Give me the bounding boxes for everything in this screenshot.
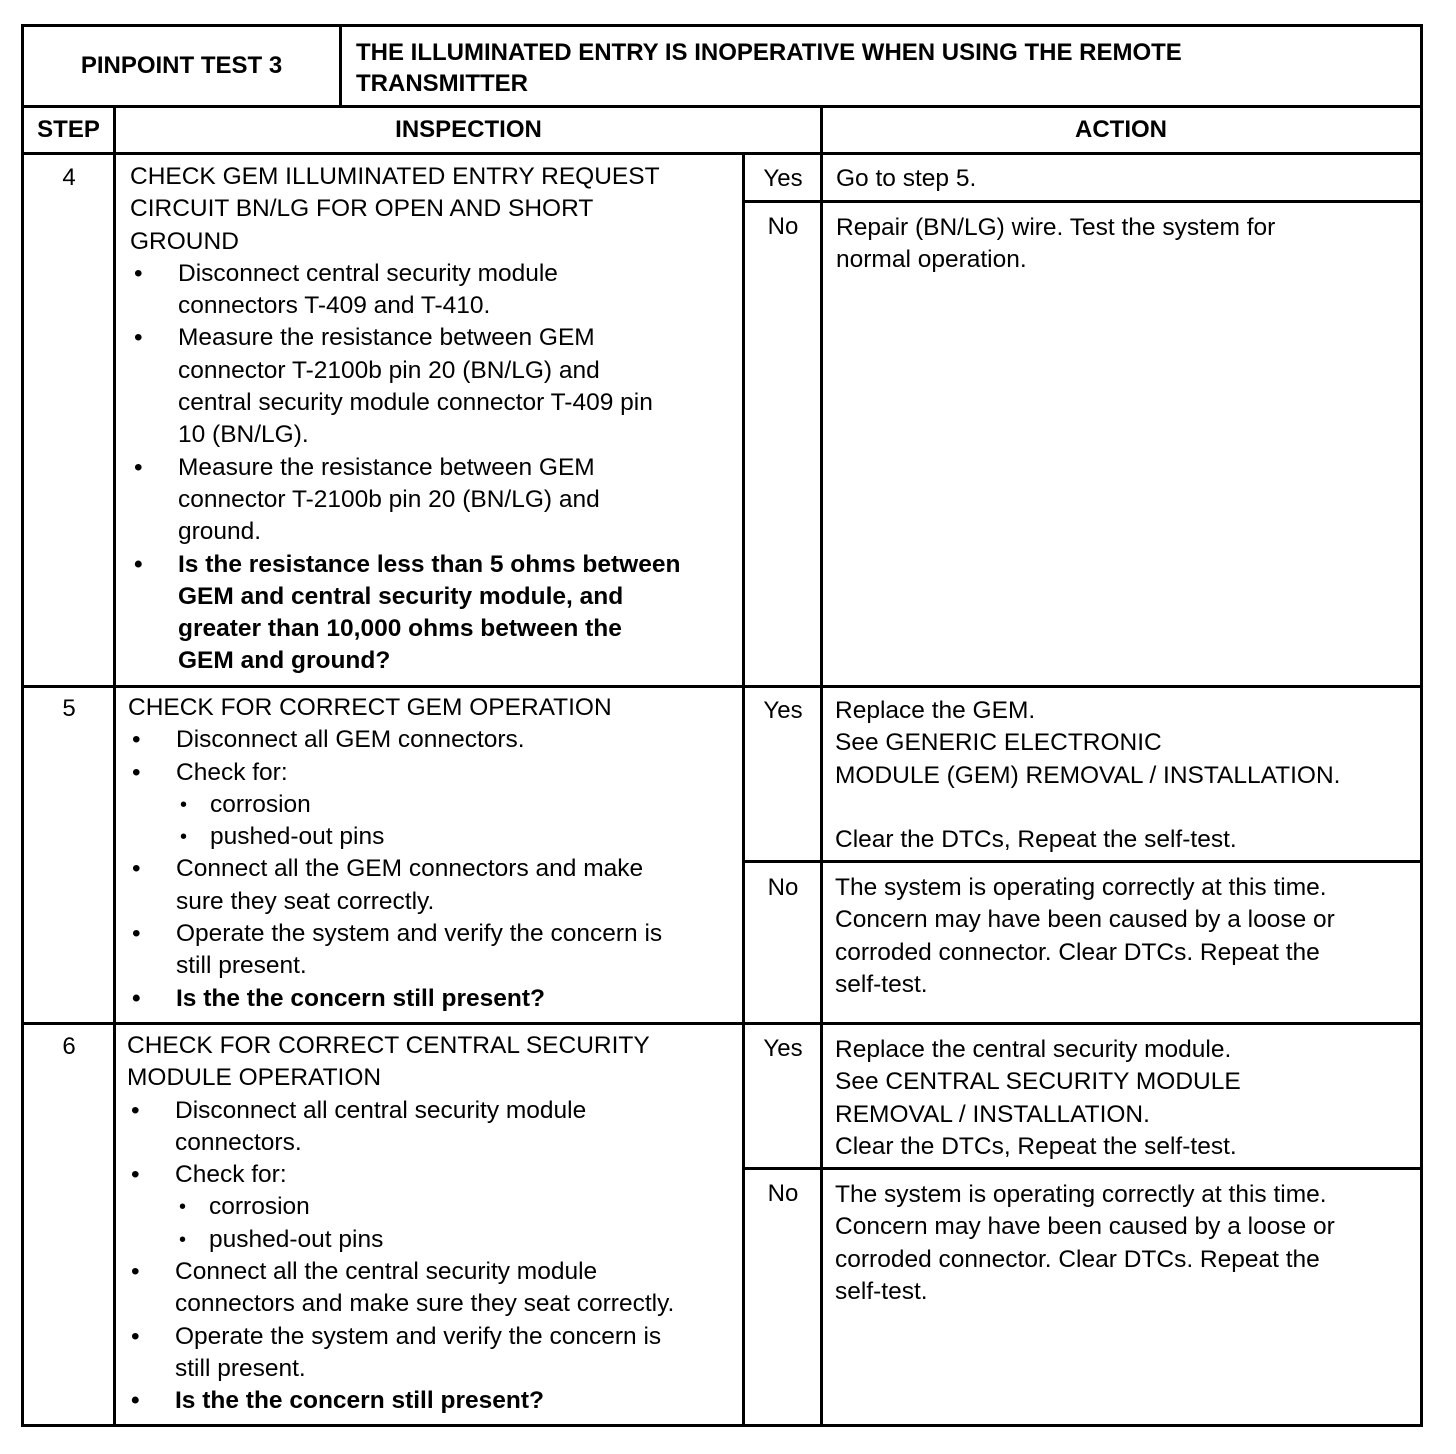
bullet-line: • Operate the system and verify the concern is: [175, 1322, 662, 1350]
inspection-sub-bullet: [127, 1224, 739, 1256]
action-line: MODULE (GEM) REMOVAL / INSTALLATION.: [835, 761, 1341, 789]
step4-yes-no-divider: [742, 200, 1420, 203]
action-line: Replace the central security module.: [835, 1036, 1232, 1063]
bullet-line: • Disconnect all GEM connectors.: [176, 726, 525, 754]
bullet-line: connector T-2100b pin 20 (BN/LG) and: [178, 485, 600, 513]
action-line: [835, 792, 1420, 824]
action-line: Replace the GEM.: [835, 697, 1036, 724]
step5-yes-no-divider: [742, 860, 1420, 863]
column-header-divider: [24, 152, 1420, 155]
sub-bullet-line: • pushed-out pins: [210, 823, 385, 851]
bullet-line: connectors and make sure they seat correctly.: [175, 1290, 675, 1318]
action-line: Concern may have been caused by a loose or: [835, 906, 1335, 934]
step-title-line: CHECK GEM ILLUMINATED ENTRY REQUEST: [130, 163, 660, 190]
bullet-line: still present.: [176, 952, 307, 980]
inspection-bullet: [127, 1159, 739, 1191]
step-title-line: CHECK FOR CORRECT GEM OPERATION: [128, 694, 612, 721]
step-number: 4: [62, 164, 76, 191]
question-line: greater than 10,000 ohms between the: [178, 615, 622, 643]
column-header-action: ACTION: [1075, 116, 1167, 143]
inspection-bullet: [130, 258, 740, 323]
bullet-line: connectors.: [175, 1128, 302, 1156]
action-line: The system is operating correctly at this time.: [835, 874, 1327, 901]
inspection-bullet: [127, 1256, 739, 1321]
sub-bullet-line: • corrosion: [210, 790, 311, 818]
step4-row-divider: [24, 685, 1420, 688]
test-label: PINPOINT TEST 3: [24, 27, 342, 105]
bullet-line: • Disconnect central security module: [178, 259, 558, 287]
bullet-line: • Check for:: [175, 1161, 287, 1189]
bullet-line: • Operate the system and verify the concern is: [176, 920, 663, 948]
bullet-line: • Disconnect all central security module: [175, 1096, 587, 1124]
step6-yes-action: [835, 1034, 1420, 1163]
pinpoint-test-table: [21, 24, 1423, 1427]
no-label: No: [767, 213, 799, 240]
inspection-bullet: [128, 918, 740, 983]
action-line: Concern may have been caused by a loose or: [835, 1213, 1335, 1241]
action-line: The system is operating correctly at this time.: [835, 1181, 1327, 1208]
step-title-line: GROUND: [130, 227, 239, 255]
step5-no-action: [835, 872, 1420, 1001]
inspection-question: [127, 1385, 739, 1417]
bullet-line: 10 (BN/LG).: [178, 421, 309, 449]
action-line: See GENERIC ELECTRONIC: [835, 729, 1162, 757]
bullet-line: • Connect all the GEM connectors and make: [176, 855, 644, 883]
test-title-line: THE ILLUMINATED ENTRY IS INOPERATIVE WHEN USING THE REMOTE: [356, 39, 1182, 66]
bullet-line: connectors T-409 and T-410.: [178, 292, 491, 320]
inspection-bullet: [130, 452, 740, 549]
bullet-line: • Check for:: [176, 758, 288, 786]
no-label: No: [767, 874, 799, 901]
action-line: Clear the DTCs, Repeat the self-test.: [835, 1132, 1237, 1160]
action-line: corroded connector. Clear DTCs. Repeat the: [835, 1245, 1320, 1273]
question-line: • Is the the concern still present?: [176, 984, 545, 1012]
bullet-line: • Connect all the central security module: [175, 1258, 598, 1286]
inspection-bullet: [128, 757, 740, 789]
question-line: GEM and ground?: [178, 647, 391, 675]
bullet-line: • Measure the resistance between GEM: [178, 453, 595, 481]
step6-yes-no-divider: [742, 1167, 1420, 1170]
action-line: See CENTRAL SECURITY MODULE: [835, 1068, 1241, 1096]
inspection-bullet: [128, 724, 740, 756]
action-line: normal operation.: [836, 246, 1027, 274]
yes-no-column-rule: [742, 155, 745, 1424]
bullet-line: central security module connector T-409 pin: [178, 389, 653, 417]
inspection-sub-bullet: [128, 789, 740, 821]
step4-inspection: [130, 161, 740, 678]
column-header-step: STEP: [37, 116, 100, 143]
action-line: Go to step 5.: [836, 165, 977, 192]
inspection-question: [128, 983, 740, 1015]
inspection-bullet: [127, 1095, 739, 1160]
step6-inspection: [127, 1030, 739, 1418]
action-line: self-test.: [835, 970, 928, 998]
test-title: [342, 27, 1420, 105]
column-header-inspection: INSPECTION: [395, 116, 542, 143]
bullet-line: sure they seat correctly.: [176, 887, 435, 915]
action-line: Clear the DTCs, Repeat the self-test.: [835, 825, 1237, 853]
action-line: corroded connector. Clear DTCs. Repeat the: [835, 938, 1320, 966]
question-line: • Is the resistance less than 5 ohms between: [178, 550, 681, 578]
step4-no-action: [836, 212, 1416, 277]
sub-bullet-line: • corrosion: [209, 1193, 310, 1221]
yes-label: Yes: [763, 697, 803, 724]
step-number: 5: [62, 695, 76, 722]
action-line: Repair (BN/LG) wire. Test the system for: [836, 214, 1276, 241]
sub-bullet-line: • pushed-out pins: [209, 1225, 384, 1253]
inspection-bullet: [127, 1321, 739, 1386]
test-title-line: TRANSMITTER: [356, 70, 528, 97]
step4-yes-action: [836, 163, 1416, 195]
inspection-question: [130, 549, 740, 678]
step6-no-action: [835, 1179, 1420, 1308]
question-line: • Is the the concern still present?: [175, 1387, 544, 1415]
bullet-line: connector T-2100b pin 20 (BN/LG) and: [178, 356, 600, 384]
inspection-sub-bullet: [127, 1191, 739, 1223]
bullet-line: still present.: [175, 1354, 306, 1382]
bullet-line: ground.: [178, 518, 262, 546]
yes-label: Yes: [763, 1035, 803, 1062]
inspection-bullet: [128, 853, 740, 918]
step5-inspection: [128, 692, 740, 1015]
step-title-line: CIRCUIT BN/LG FOR OPEN AND SHORT: [130, 195, 594, 223]
no-label: No: [767, 1180, 799, 1207]
action-line: self-test.: [835, 1277, 928, 1305]
step5-yes-action: [835, 695, 1420, 856]
inspection-sub-bullet: [128, 821, 740, 853]
inspection-bullet: [130, 322, 740, 451]
step-number: 6: [62, 1033, 76, 1060]
action-column-rule: [820, 105, 823, 1424]
question-line: GEM and central security module, and: [178, 582, 624, 610]
bullet-line: • Measure the resistance between GEM: [178, 324, 595, 352]
step-title-line: CHECK FOR CORRECT CENTRAL SECURITY: [127, 1032, 650, 1059]
step-title-line: MODULE OPERATION: [127, 1064, 382, 1092]
action-line: REMOVAL / INSTALLATION.: [835, 1100, 1150, 1128]
yes-label: Yes: [763, 165, 803, 192]
step-column-rule: [113, 105, 116, 1424]
step5-row-divider: [24, 1022, 1420, 1025]
